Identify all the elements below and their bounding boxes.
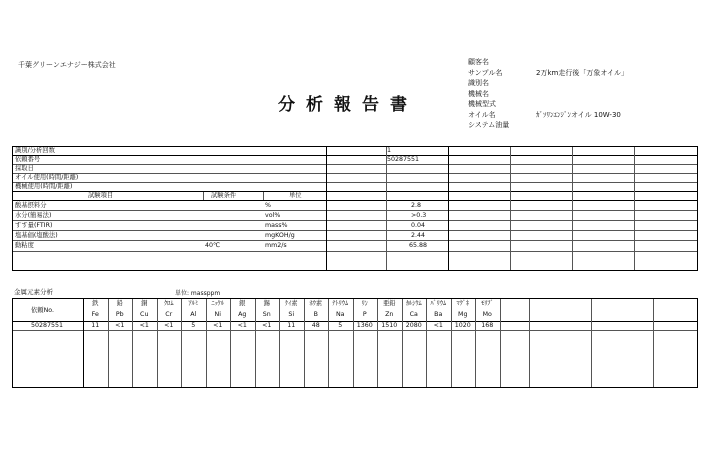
- metal-header-symbol: P: [362, 311, 367, 318]
- row-label: 依頼番号: [15, 156, 41, 163]
- metals-section-label: 金属元素分析: [14, 288, 53, 296]
- metal-header-jp: 錫: [263, 300, 270, 307]
- metal-header-jp: ﾅﾄﾘｳﾑ: [332, 300, 349, 307]
- row-label: 識別/分析回数: [15, 147, 55, 154]
- request-no-header: 依頼No.: [31, 307, 55, 314]
- metal-header-jp: 亜鉛: [382, 300, 396, 307]
- metal-header-symbol: Zn: [385, 311, 394, 318]
- metal-value: 11: [287, 322, 296, 329]
- metal-header-symbol: Na: [335, 311, 345, 318]
- info-label: システム油量: [468, 121, 510, 129]
- metal-value: 168: [481, 322, 494, 329]
- info-label: 識別名: [468, 79, 489, 87]
- info-label: 機械型式: [468, 100, 496, 108]
- metal-header-jp: ﾊﾞﾘｳﾑ: [430, 300, 447, 307]
- metal-header-jp: ﾘﾝ: [361, 300, 368, 307]
- test-unit: mm2/s: [265, 242, 287, 249]
- info-row: [468, 68, 628, 79]
- metal-header-symbol: Si: [288, 311, 295, 318]
- metal-value: <1: [164, 322, 174, 329]
- metal-value: 2080: [405, 322, 422, 329]
- info-row: [468, 57, 628, 68]
- metal-header-symbol: Al: [190, 311, 197, 318]
- metal-header-jp: 銀: [239, 300, 246, 307]
- info-row: [468, 99, 628, 110]
- metal-header-jp: ﾓﾘﾌﾞ: [480, 300, 494, 307]
- metal-header-jp: 鉄: [92, 300, 99, 307]
- metal-value: <1: [262, 322, 272, 329]
- test-item: 動粘度: [15, 242, 34, 249]
- row-label: オイル使用(時間/距離): [15, 174, 79, 181]
- test-item: 酸基摂料分: [15, 202, 47, 209]
- test-item: 水分(簡易法): [15, 212, 52, 219]
- metals-table: [12, 298, 698, 388]
- info-value: 2万km走行後「万象オイル」: [536, 68, 628, 77]
- metal-header-symbol: Sn: [262, 311, 271, 318]
- test-unit-header: 単位: [289, 192, 302, 199]
- row-label: 採取日: [15, 165, 34, 172]
- analysis-results-table: [12, 146, 698, 271]
- info-label: 顧客名: [468, 58, 489, 66]
- info-label: サンプル名: [468, 68, 503, 77]
- test-item: すす量(FTIR): [15, 222, 53, 229]
- test-value: 0.04: [411, 222, 426, 229]
- metal-header-symbol: Ba: [434, 311, 443, 318]
- metal-header-jp: ﾏｸﾞﾈ: [456, 300, 470, 307]
- metal-header-jp: 銅: [141, 300, 148, 307]
- row-value: 50287551: [387, 156, 420, 163]
- test-condition: 40℃: [205, 242, 221, 249]
- metal-value: 1510: [381, 322, 398, 329]
- test-value: 65.88: [409, 242, 428, 249]
- test-item: 塩基価(塩酸法): [15, 232, 58, 239]
- metal-header-jp: ｸﾛﾑ: [164, 300, 174, 307]
- metal-header-symbol: Cu: [140, 311, 149, 318]
- test-value: 2.8: [411, 202, 422, 209]
- metal-header-jp: ｶﾙｼｳﾑ: [405, 300, 422, 307]
- test-unit: vol%: [265, 212, 281, 219]
- metal-header-jp: ﾆｯｹﾙ: [211, 300, 225, 307]
- request-no-value: 50287551: [31, 322, 64, 329]
- info-value: ｶﾞｿﾘﾝｴﾝｼﾞﾝオイル 10W-30: [536, 110, 621, 119]
- metal-header-symbol: Mo: [482, 311, 492, 318]
- info-row: [468, 89, 628, 100]
- test-value: >0.3: [411, 212, 427, 219]
- metal-value: 5: [191, 322, 196, 329]
- metal-header-jp: ｱﾙﾐ: [188, 300, 198, 307]
- row-label: 機械使用(時間/距離): [15, 183, 73, 190]
- metal-value: 11: [91, 322, 100, 329]
- company-name: 千葉グリーンエナジー株式会社: [18, 61, 116, 69]
- metal-header-symbol: Fe: [91, 311, 99, 318]
- metal-value: <1: [237, 322, 247, 329]
- test-unit: mass%: [265, 222, 288, 229]
- test-value: 2.44: [411, 232, 426, 239]
- metal-header-symbol: Pb: [115, 311, 124, 318]
- metal-header-symbol: Mg: [458, 311, 468, 318]
- metal-header-symbol: Cr: [165, 311, 173, 318]
- metal-header-symbol: Ag: [238, 311, 247, 318]
- metal-header-symbol: B: [313, 311, 318, 318]
- metal-value: 5: [338, 322, 343, 329]
- test-unit: mgKOH/g: [265, 232, 295, 239]
- metal-header-jp: ﾎｳ素: [309, 300, 323, 307]
- info-label: 機械名: [468, 89, 489, 98]
- metal-header-symbol: Ca: [409, 311, 418, 318]
- test-unit: %: [265, 202, 271, 209]
- test-item-header: 試験項目: [88, 192, 114, 199]
- sample-info-block: [468, 57, 628, 131]
- metal-value: <1: [115, 322, 125, 329]
- metals-unit-label: 単位: massppm: [175, 290, 221, 297]
- metal-header-symbol: Ni: [214, 311, 221, 318]
- metal-value: <1: [213, 322, 223, 329]
- row-value: 1: [387, 147, 392, 154]
- info-row: [468, 110, 628, 121]
- metal-value: 1020: [454, 322, 471, 329]
- test-condition-header: 試験条件: [211, 192, 237, 199]
- metal-header-jp: 鉛: [116, 300, 123, 307]
- info-row: [468, 120, 628, 131]
- metal-value: 1360: [356, 322, 373, 329]
- info-label: オイル名: [468, 110, 496, 119]
- metal-value: <1: [139, 322, 149, 329]
- metal-header-jp: ｹｲ素: [284, 300, 298, 307]
- metal-value: <1: [433, 322, 443, 329]
- metal-value: 48: [311, 322, 320, 329]
- info-row: [468, 78, 628, 89]
- report-title: 分析報告書: [278, 95, 418, 115]
